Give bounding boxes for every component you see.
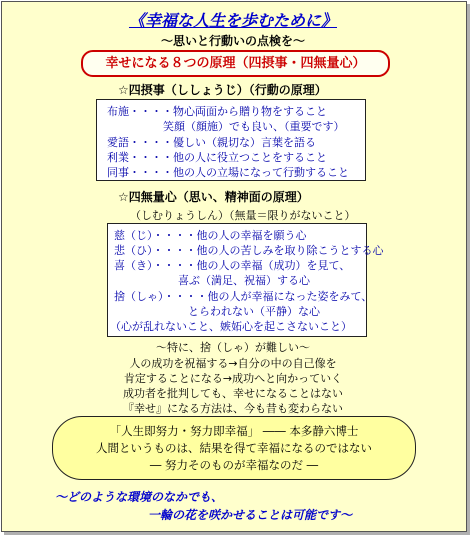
shimuryoshin-box [107,223,384,337]
shishoji-heading: ☆四摂事（ししょうじ）（行動の原理） [118,83,327,97]
shimuryoshin-line-ki-cont: 喜ぶ（満足、祝福）する心 [178,274,310,287]
shishoji-line-doji: 同事・・・・他の人の立場になって行動すること [107,166,349,179]
quote-oval [52,416,416,480]
quote-line-motto: 「人生即努力・努力即幸福」 ―― 本多静六博士 [109,424,359,438]
quote-line-conclusion: ― 努力そのものが幸福なのだ ― [149,458,319,472]
sha-note-line: 『幸せ』になる方法は、今も昔も変わらない [123,402,343,415]
shimuryoshin-line-sha-cont: とらわれない（平静）な心 [188,305,320,318]
shimuryoshin-line-sha: 捨（しゃ）・・・・他の人が幸福になった姿をみて、 [114,290,373,303]
sha-note-line: 人の成功を祝福する→自分の中の自己像を [129,357,337,370]
sha-note-heading: ～特に、捨（しゃ）が難しい～ [156,341,310,354]
quote-line-body: 人間というものは、結果を得て幸福になるのではない [96,441,372,455]
footer-line-2: 一輪の花を咲かせることは可能です～ [148,508,353,522]
shishoji-line-ganse: 笑顔（顔施）でも良い、（重要です） [163,120,345,133]
shimuryoshin-heading: ☆四無量心（思い、精神面の原理） [118,190,309,204]
shimuryoshin-line-ki: 喜（き）・・・・他の人の幸福（成功）を見て、 [114,259,351,272]
shimuryoshin-reading: （しむりょうしん）（無量＝限りがないこと） [130,209,356,222]
shishoji-box [96,99,366,181]
shishoji-line-rigyo: 利業・・・・他の人に役立つことをすること [107,151,327,164]
page-subtitle: ～思いと行動いの点検を～ [160,34,305,48]
sha-note-line: 肯定することになる→成功へと向かっていく [123,372,343,385]
shishoji-line-fuse: 布施・・・・物心両面から贈り物をすること [107,105,327,118]
shimuryoshin-line-note: （心が乱れないこと、嫉妬心を起こさないこと） [110,320,352,333]
sha-note-line: 成功者を批判しても、幸せになることはない [123,387,343,400]
shishoji-line-aigo: 愛語・・・・優しい（親切な）言葉を語る [107,136,316,149]
footer-line-1: ～どのような環境のなかでも、 [55,490,224,504]
page-title: 《幸福な人生を歩むために》 [128,11,337,30]
shimuryoshin-line-ji: 慈（じ）・・・・他の人の幸福を願う心 [114,229,307,242]
shimuryoshin-line-hi: 悲（ひ）・・・・他の人の苦しみを取り除こうとする心 [114,244,384,257]
principles-banner: 幸せになる８つの原理（四摂事・四無量心） [81,50,390,77]
